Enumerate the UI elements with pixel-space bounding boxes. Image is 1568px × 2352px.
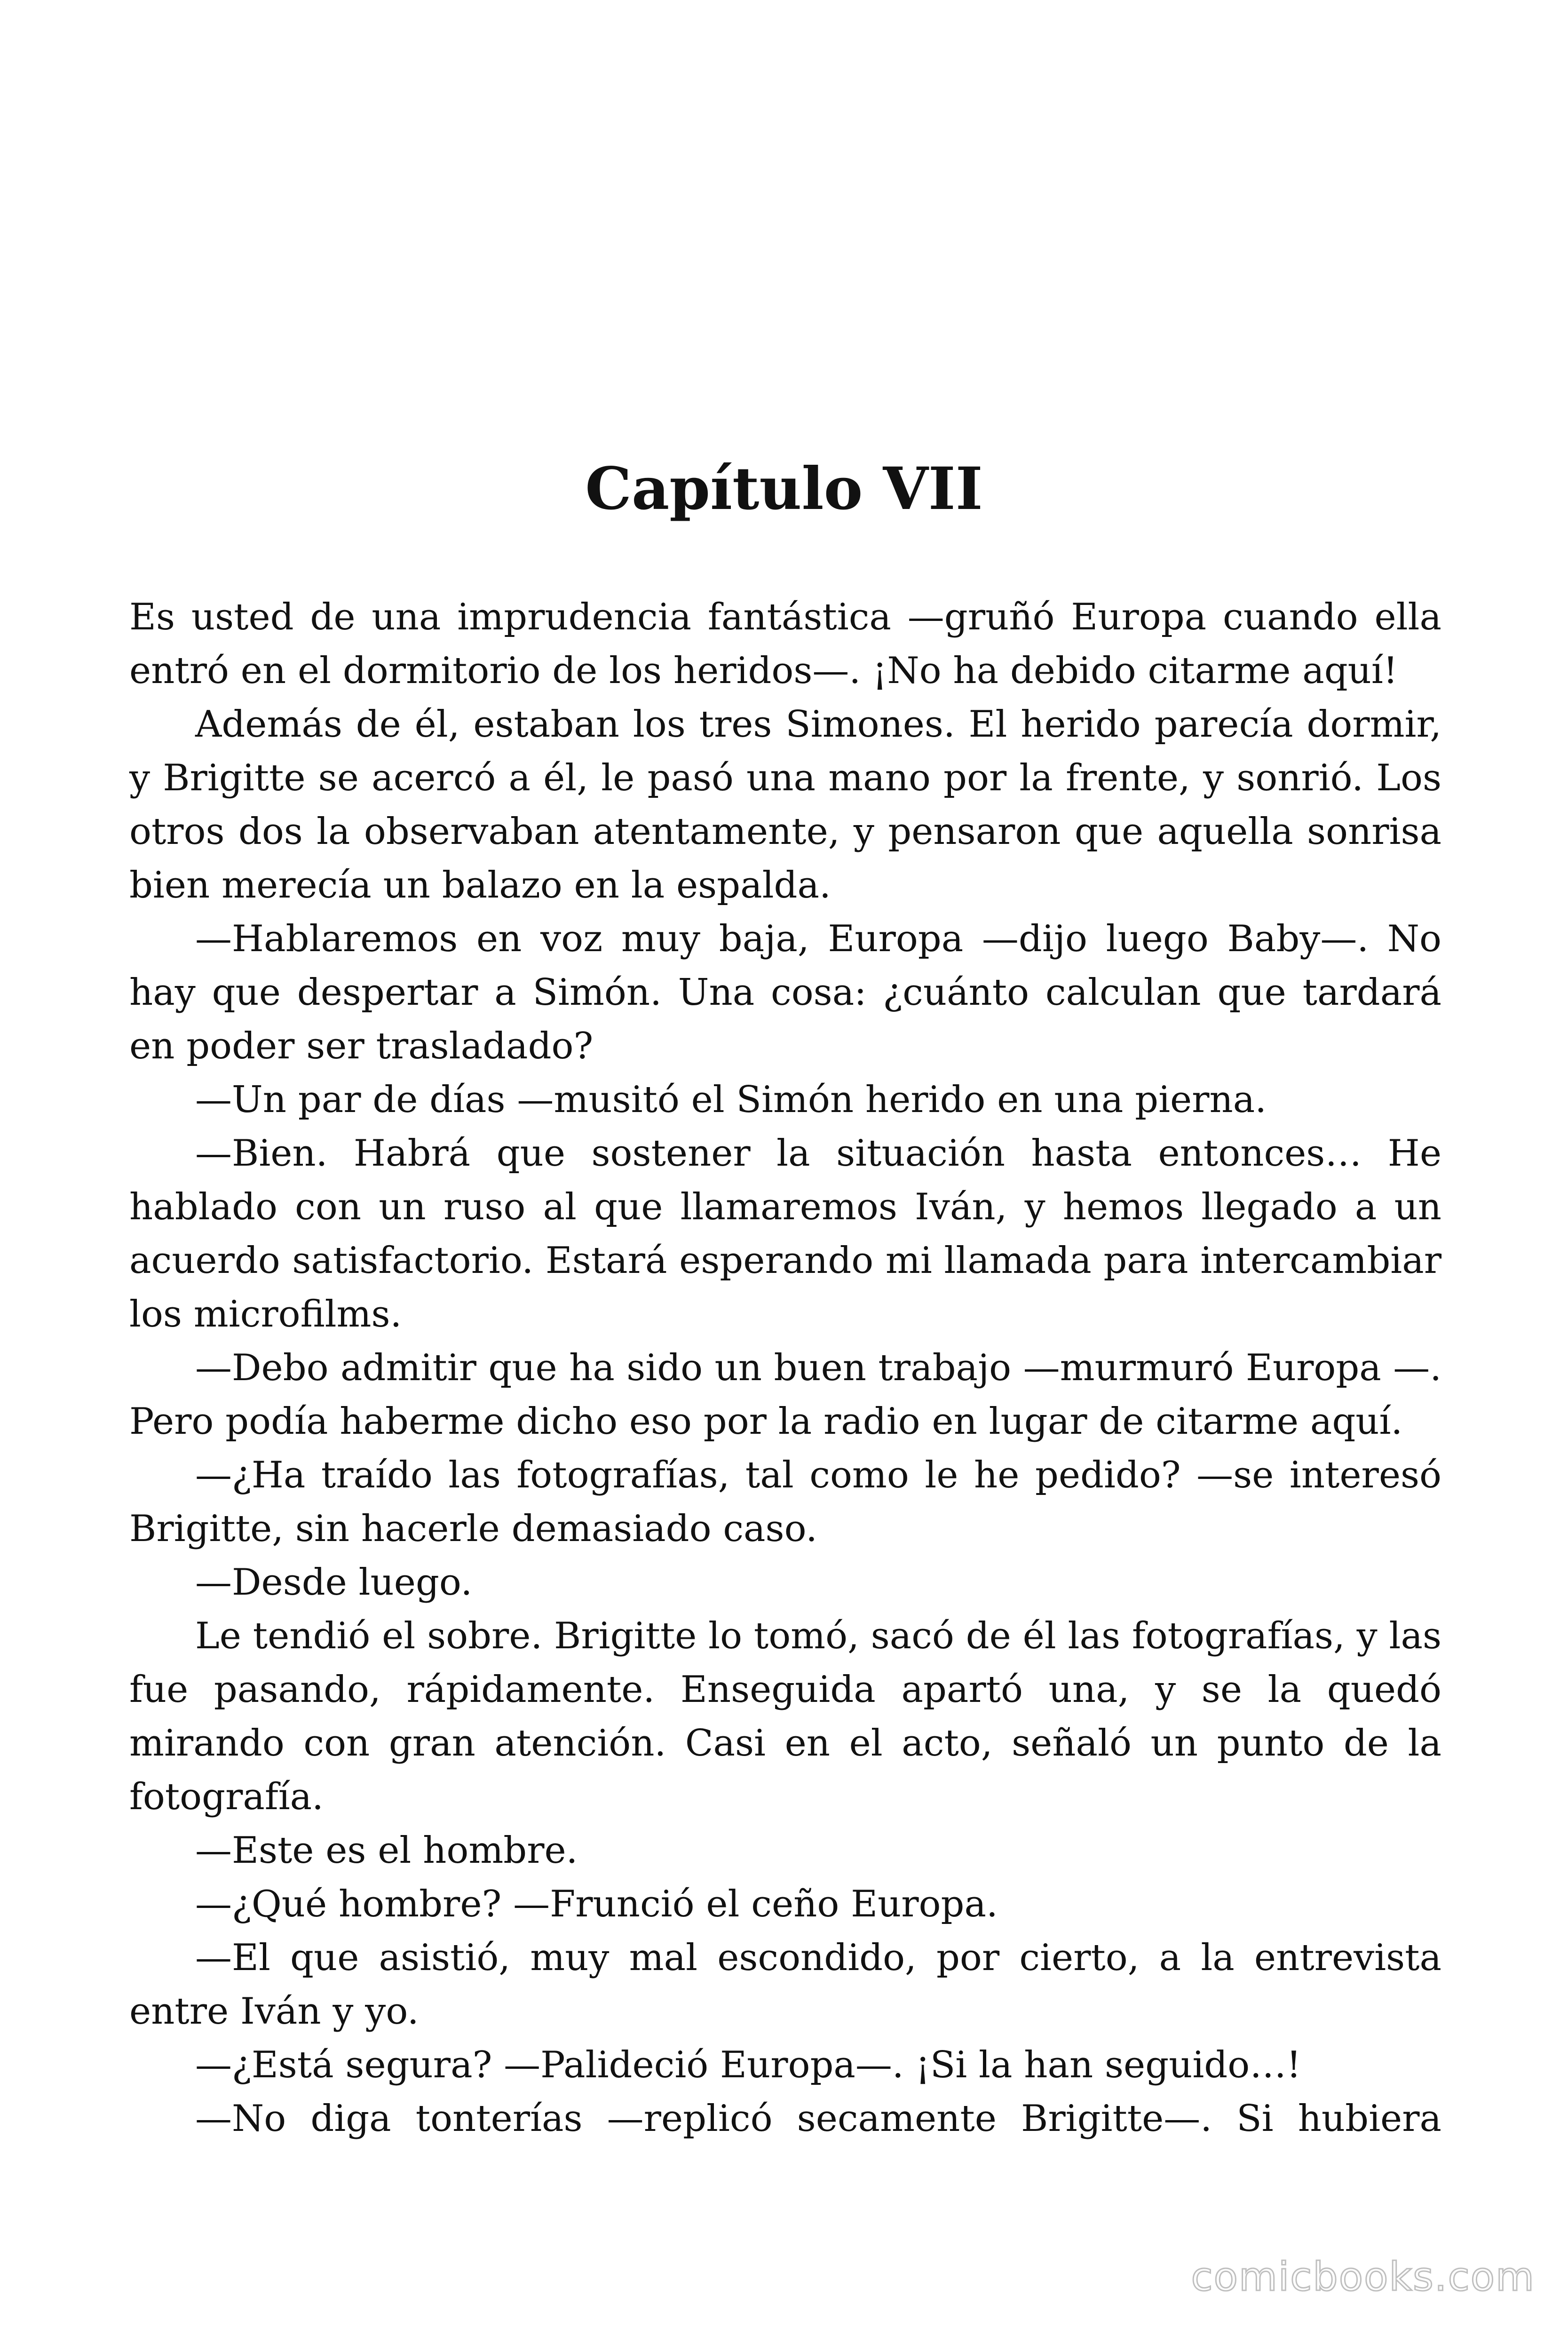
paragraph: —Debo admitir que ha sido un buen trabajo —murmuró Europa —. Pero podía haberme dicho eso por la radio en lugar de citarme aquí. [129, 1347, 1441, 1443]
paragraph: Además de él, estaban los tres Simones. El herido parecía dormir, y Brigitte se acercó a él, le pasó una mano por la frente, y sonrió. Los otros dos la observaban atentamente, y pensaron que aquella sonrisa bien merecía un balazo en la espalda. [129, 703, 1441, 906]
paragraph: —Hablaremos en voz muy baja, Europa —dijo luego Baby—. No hay que despertar a Simón. Una cosa: ¿cuánto calculan que tardará en poder ser trasladado? [129, 918, 1441, 1067]
paragraph: —No diga tonterías —replicó secamente Brigitte—. Si hubiera [195, 2098, 1441, 2140]
paragraph: —Desde luego. [195, 1561, 473, 1604]
paragraph: —El que asistió, muy mal escondido, por cierto, a la entrevista entre Iván y yo. [129, 1937, 1441, 2033]
paragraph: —¿Ha traído las fotografías, tal como le he pedido? —se interesó Brigitte, sin hacerle demasiado caso. [129, 1454, 1441, 1550]
chapter-body [129, 590, 1441, 2145]
paragraph: Es usted de una imprudencia fantástica —gruñó Europa cuando ella entró en el dormitorio de los heridos—. ¡No ha debido citarme aquí! [129, 596, 1441, 692]
paragraph: —¿Qué hombre? —Frunció el ceño Europa. [195, 1883, 998, 1925]
paragraph: Le tendió el sobre. Brigitte lo tomó, sacó de él las fotografías, y las fue pasando, rápidamente. Enseguida apartó una, y se la quedó mirando con gran atención. Casi en el acto, señaló un punto de la fotografía. [129, 1615, 1441, 1818]
paragraph: —Un par de días —musitó el Simón herido en una pierna. [195, 1079, 1267, 1121]
watermark-logo: comicbooks.com [1191, 2254, 1535, 2300]
paragraph: —Este es el hombre. [195, 1829, 578, 1872]
paragraph: —¿Está segura? —Palideció Europa—. ¡Si la han seguido…! [195, 2044, 1301, 2086]
paragraph: —Bien. Habrá que sostener la situación hasta entonces… He hablado con un ruso al que llamaremos Iván, y hemos llegado a un acuerdo satisfactorio. Estará esperando mi llamada para intercambiar los microfilms. [129, 1132, 1441, 1335]
chapter-title: Capítulo VII [585, 455, 983, 523]
